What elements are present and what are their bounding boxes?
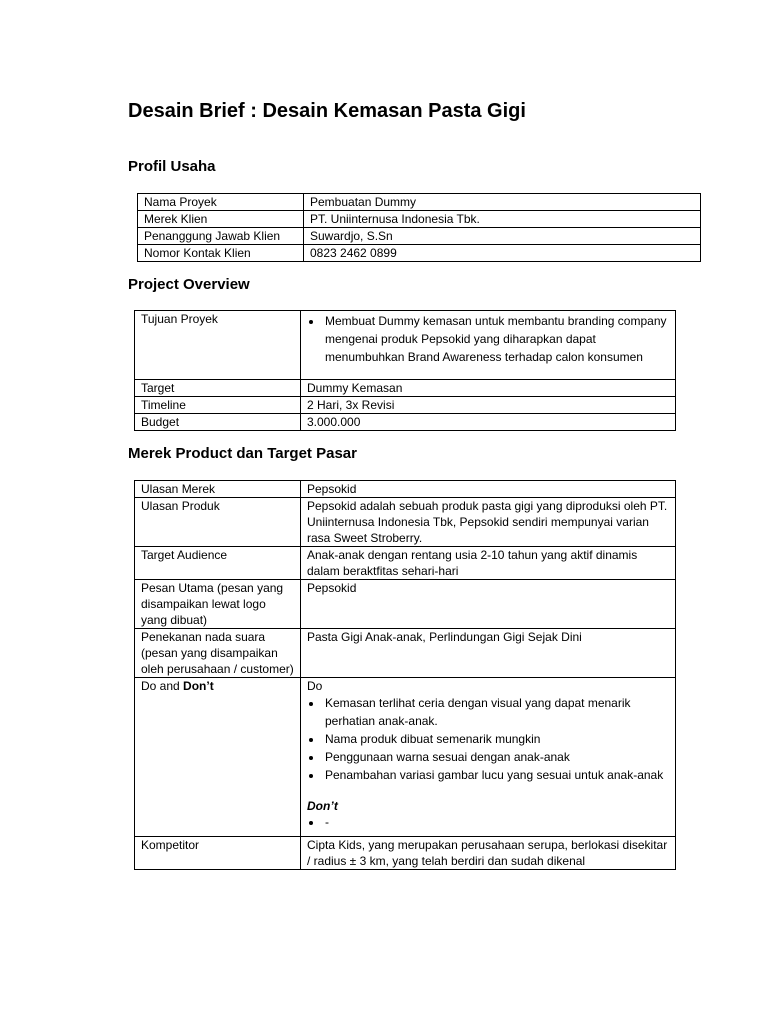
row-label: Penekanan nada suara (pesan yang disampaikan oleh perusahaan / customer) bbox=[135, 629, 301, 678]
do-dont-label-plain: Do and bbox=[141, 679, 184, 693]
list-item: • Nama produk dibuat semenarik mungkin bbox=[323, 730, 669, 748]
row-value: Anak-anak dengan rentang usia 2-10 tahun yang aktif dinamis dalam beraktfitas sehari-hari bbox=[301, 547, 676, 580]
merek-table bbox=[134, 480, 676, 870]
table-row bbox=[135, 678, 676, 837]
overview-table bbox=[134, 310, 676, 431]
row-value: Pepsokid bbox=[301, 481, 676, 498]
row-value: Dummy Kemasan bbox=[301, 380, 676, 397]
list-item: • Kemasan terlihat ceria dengan visual yang dapat menarik perhatian anak-anak. bbox=[323, 694, 669, 730]
row-label: Ulasan Merek bbox=[135, 481, 301, 498]
row-label bbox=[135, 678, 301, 837]
row-value: Pasta Gigi Anak-anak, Perlindungan Gigi Sejak Dini bbox=[301, 629, 676, 678]
row-value: Pepsokid bbox=[301, 580, 676, 629]
row-label: Nama Proyek bbox=[138, 194, 304, 211]
row-value: 2 Hari, 3x Revisi bbox=[301, 397, 676, 414]
table-row bbox=[135, 414, 676, 431]
row-label: Ulasan Produk bbox=[135, 498, 301, 547]
table-row bbox=[135, 547, 676, 580]
document-title: Desain Brief : Desain Kemasan Pasta Gigi bbox=[128, 100, 526, 122]
table-row bbox=[138, 194, 701, 211]
list-item: • - bbox=[323, 814, 669, 830]
row-label: Penanggung Jawab Klien bbox=[138, 228, 304, 245]
table-row bbox=[138, 211, 701, 228]
table-row bbox=[135, 311, 676, 380]
table-row bbox=[135, 380, 676, 397]
table-row bbox=[135, 498, 676, 547]
row-label: Pesan Utama (pesan yang disampaikan lewat logo yang dibuat) bbox=[135, 580, 301, 629]
row-value: Suwardjo, S.Sn bbox=[304, 228, 701, 245]
table-row bbox=[135, 397, 676, 414]
table-row bbox=[135, 481, 676, 498]
table-row bbox=[135, 837, 676, 870]
row-label: Nomor Kontak Klien bbox=[138, 245, 304, 262]
overview-heading: Project Overview bbox=[128, 276, 250, 293]
row-value: Pepsokid adalah sebuah produk pasta gigi yang diproduksi oleh PT. Uniinternusa Indonesia Tbk, Pepsokid sendiri mempunyai varian rasa Sweet Stroberry. bbox=[301, 498, 676, 547]
row-label: Merek Klien bbox=[138, 211, 304, 228]
row-value bbox=[301, 678, 676, 837]
row-label: Timeline bbox=[135, 397, 301, 414]
dont-label: Don’t bbox=[307, 799, 338, 813]
table-row bbox=[135, 580, 676, 629]
profil-heading: Profil Usaha bbox=[128, 158, 216, 175]
row-label: Target bbox=[135, 380, 301, 397]
row-label: Budget bbox=[135, 414, 301, 431]
table-row bbox=[135, 629, 676, 678]
do-dont-label-bold: Don’t bbox=[183, 679, 214, 693]
row-value: 3.000.000 bbox=[301, 414, 676, 431]
row-value: Cipta Kids, yang merupakan perusahaan serupa, berlokasi disekitar / radius ± 3 km, yang telah berdiri dan sudah dikenal bbox=[301, 837, 676, 870]
row-label: Tujuan Proyek bbox=[135, 311, 301, 380]
row-value: Pembuatan Dummy bbox=[304, 194, 701, 211]
dont-list bbox=[307, 814, 669, 830]
do-label: Do bbox=[307, 679, 323, 693]
list-item: • Penambahan variasi gambar lucu yang sesuai untuk anak-anak bbox=[323, 766, 669, 784]
do-list bbox=[307, 694, 669, 784]
row-value: PT. Uniinternusa Indonesia Tbk. bbox=[304, 211, 701, 228]
merek-heading: Merek Product dan Target Pasar bbox=[128, 445, 357, 462]
row-label: Kompetitor bbox=[135, 837, 301, 870]
table-row bbox=[138, 245, 701, 262]
list-item: • Penggunaan warna sesuai dengan anak-anak bbox=[323, 748, 669, 766]
profil-table bbox=[137, 193, 701, 262]
row-value: 0823 2462 0899 bbox=[304, 245, 701, 262]
row-value bbox=[301, 311, 676, 380]
list-item: • Membuat Dummy kemasan untuk membantu branding company mengenai produk Pepsokid yang diharapkan dapat menumbuhkan Brand Awareness terhadap calon konsumen bbox=[323, 312, 669, 366]
row-label: Target Audience bbox=[135, 547, 301, 580]
table-row bbox=[138, 228, 701, 245]
